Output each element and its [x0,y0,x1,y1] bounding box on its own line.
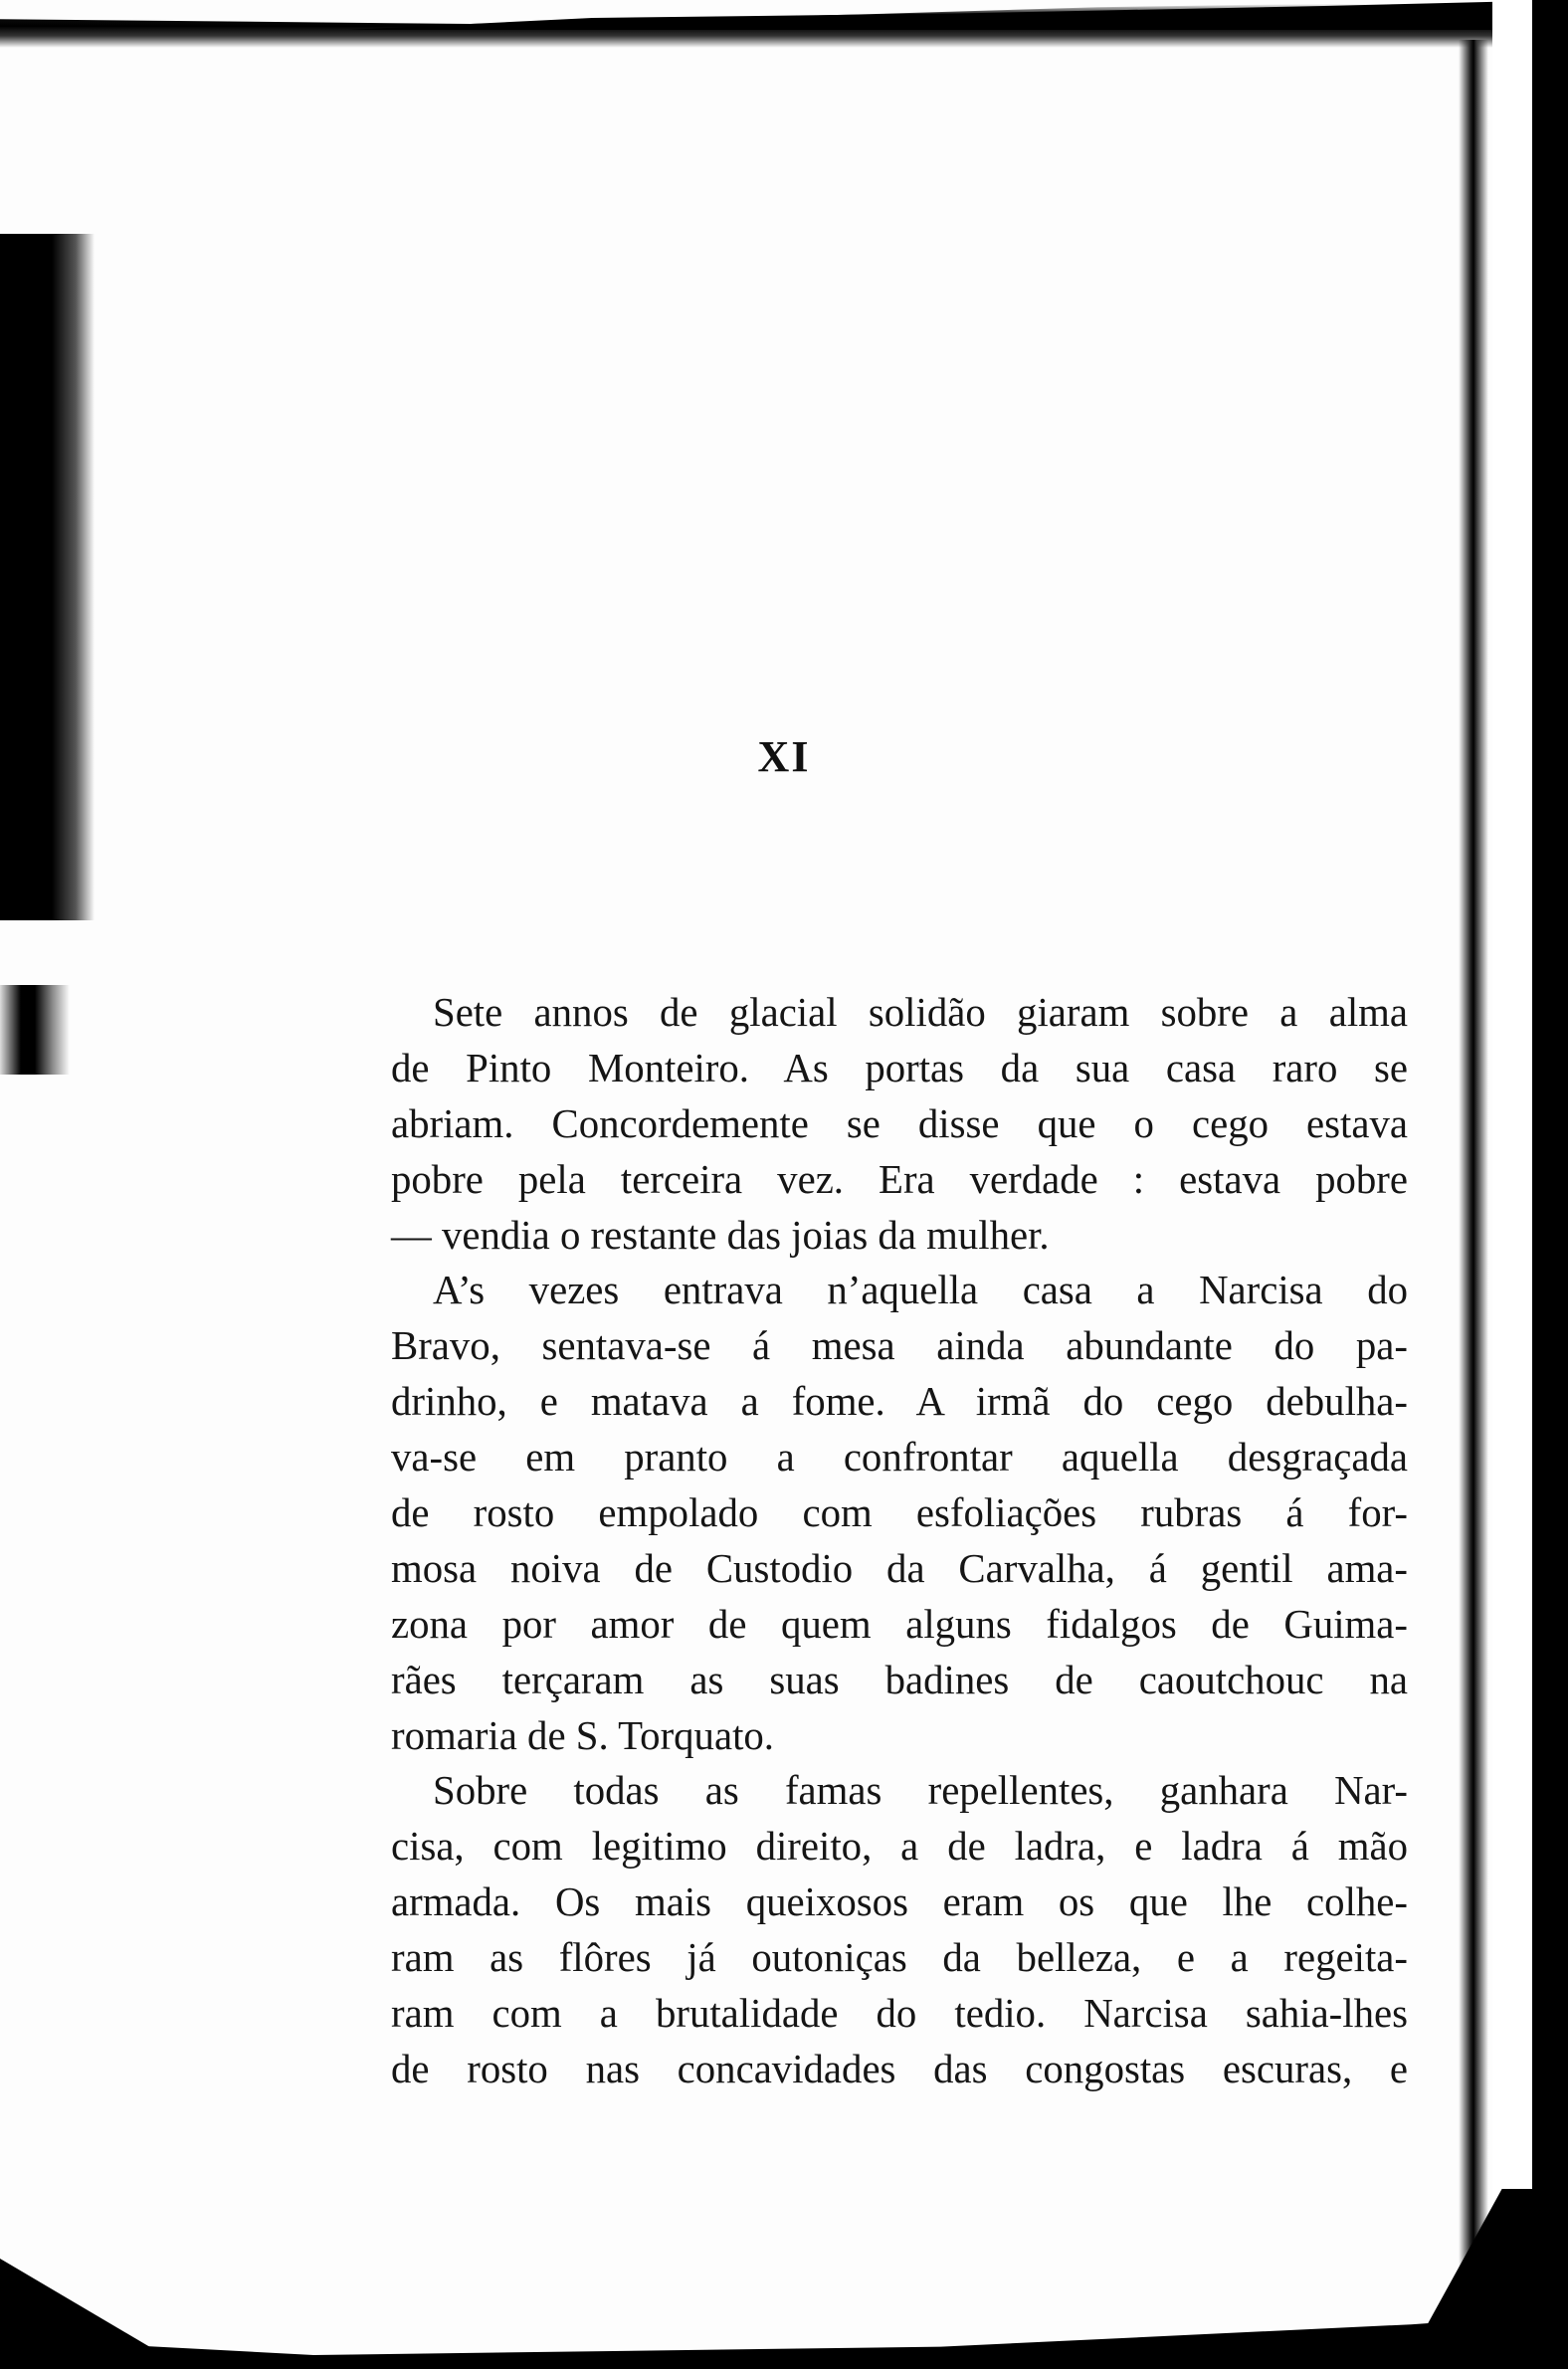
scan-edge-bottom [0,2313,1568,2369]
text-line: ram com a brutalidade do tedio. Narcisa sahia-lhes [391,1991,1408,2037]
text-line: cisa, com legitimo direito, a de ladra, e ladra á mão [391,1824,1408,1870]
text-line: — vendia o restante das joias da mulher. [391,1212,1050,1258]
text-line: armada. Os mais queixosos eram os que lhe colhe- [391,1879,1408,1925]
text-line: romaria de S. Torquato. [391,1712,775,1758]
text-line: abriam. Concordemente se disse que o cego estava [391,1100,1408,1146]
chapter-heading: XI [757,732,811,781]
chapter-body [391,985,1408,2097]
text-line: drinho, e matava a fome. A irmã do cego debulha- [391,1379,1408,1425]
text-line: A’s vezes entrava n’aquella casa a Narcisa do [433,1268,1408,1313]
text-line: mosa noiva de Custodio da Carvalha, á gentil ama- [391,1545,1408,1591]
scan-edge-left [0,234,95,920]
text-line: Sete annos de glacial solidão giaram sobre a alma [433,990,1408,1035]
scan-edge-right [1532,0,1568,2369]
text-line: va-se em pranto a confrontar aquella desgraçada [391,1435,1408,1481]
text-line: de Pinto Monteiro. As portas da sua casa raro se [391,1045,1408,1090]
text-line: zona por amor de quem alguns fidalgos de Guima- [391,1601,1408,1647]
text-line: de rosto nas concavidades das congostas escuras, e [391,2046,1408,2091]
text-line: rães terçaram as suas badines de caoutchouc na [391,1657,1408,1702]
text-line: pobre pela terceira vez. Era verdade : estava pobre [391,1156,1408,1202]
scan-edge-left-lower [0,985,70,1075]
page-edge-right [1459,40,1488,2278]
text-line: Sobre todas as famas repellentes, ganhara Nar- [433,1768,1408,1814]
text-line: de rosto empolado com esfoliações rubras á for- [391,1490,1408,1536]
text-line: Bravo, sentava-se á mesa ainda abundante do pa- [391,1323,1408,1369]
text-line: ram as flôres já outoniças da belleza, e a regeita- [391,1935,1408,1981]
